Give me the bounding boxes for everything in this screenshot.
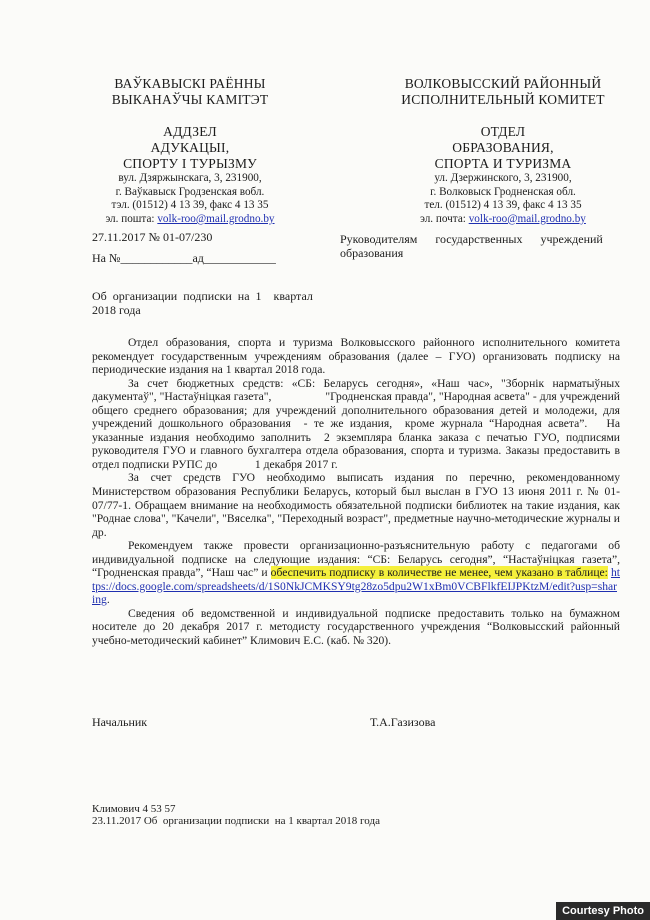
doc-ref: 27.11.2017 № 01-07/230: [92, 230, 213, 244]
left-org-line2: ВЫКАНАЎЧЫ КАМІТЭТ: [111, 92, 269, 107]
left-dept-line2: АДУКАЦЫІ,: [150, 140, 230, 155]
signature-name: Т.А.Газизова: [370, 715, 436, 729]
right-phone: тел. (01512) 4 13 39, факс 4 13 35: [424, 199, 582, 212]
reply-to: На №____________ад____________: [92, 251, 276, 265]
footer: [92, 803, 380, 827]
right-org-line1: ВОЛКОВЫССКИЙ РАЙОННЫЙ: [404, 76, 602, 91]
left-email-link[interactable]: volk-roo@mail.grodno.by: [157, 212, 275, 225]
left-email-label: эл. пошта:: [105, 212, 155, 225]
photo-credit: Courtesy Photo: [556, 902, 650, 920]
addressee-line1: Руководителям государственных учреждений: [340, 232, 603, 246]
right-email-label: эл. почта:: [420, 212, 466, 225]
paragraph-4-end: .: [106, 593, 110, 607]
left-addr2: г. Ваўкавыск Гродзенская вобл.: [115, 185, 265, 198]
right-addr2: г. Волковыск Гродненская обл.: [430, 185, 576, 198]
left-dept-line1: АДДЗЕЛ: [163, 124, 217, 139]
left-email-row: [90, 213, 290, 227]
subject-line2: 2018 года: [92, 303, 141, 317]
left-dept-line3: СПОРТУ І ТУРЫЗМУ: [123, 156, 257, 171]
subject-line1: Об организации подписки на 1 квартал: [92, 289, 313, 303]
highlighted-text: обеспечить подписку в количестве не менее, чем указано в таблице:: [270, 566, 608, 580]
paragraph-5: Сведения об ведомственной и индивидуальной подписке предоставить только на бумажном носителе до 20 декабря 2017 г. методисту государственного учреждения “Волковысский районный учебно-методический кабинет” Климович Е.С. (каб. № 320).: [92, 606, 620, 648]
right-dept-line3: СПОРТА И ТУРИЗМА: [434, 156, 572, 171]
left-phone: тэл. (01512) 4 13 39, факс 4 13 35: [111, 199, 269, 212]
right-email-link[interactable]: volk-roo@mail.grodno.by: [468, 212, 586, 225]
right-dept-line2: ОБРАЗОВАНИЯ,: [452, 140, 554, 155]
right-header: [393, 76, 613, 226]
footer-line2: 23.11.2017 Об организации подписки на 1 квартал 2018 года: [92, 815, 380, 827]
left-org-line1: ВАЎКАВЫСКІ РАЁННЫ: [114, 76, 266, 91]
right-org-line2: ИСПОЛНИТЕЛЬНЫЙ КОМИТЕТ: [401, 92, 605, 107]
addressee-line2: образования: [340, 246, 404, 260]
left-addr1: вул. Дзяржынскага, 3, 231900,: [118, 172, 262, 184]
paragraph-3: За счет средств ГУО необходимо выписать издания по перечню, рекомендованному Министерством образования Республики Беларусь, который был выслан в ГУО 13 июня 2011 г. № 01-07/77-1. Обращаем внимание на необходимость обязательной подписки библиотек на такие издания, как "Роднае слова", "Качели", "Вяселка", "Переходный возраст", предметные научно-методические журналы и др.: [92, 471, 620, 539]
left-header: [90, 76, 290, 226]
right-dept-line1: ОТДЕЛ: [480, 124, 526, 139]
letter-body: [92, 336, 626, 648]
spreadsheet-link[interactable]: https://docs.google.com/spreadsheets/d/1S0NkJCMKSY9tg28zo5dpu2W1xBm0VCBFlkfEIJPKtzM/edit?usp=sharing: [92, 566, 620, 607]
signature-title: Начальник: [92, 715, 148, 729]
paragraph-2: За счет бюджетных средств: «СБ: Беларусь сегодня», «Наш час», "Зборнік нарматыўных дакументаў", "Настаўніцкая газета", "Гродненская правда", "Народная асвета" - для учреждений общего среднего образования; для учреждений дополнительного образования детей и молодежи, для учреждений дошкольного образования - те же издания, кроме журнала “Народная асвета”. На указанные издания необходимо заполнить 2 экземпляра бланка заказа с печатью ГУО, подписями руководителя ГУО и главного бухгалтера отдела образования, спорта и туризма. Заказы предоставить в отдел подписки РУПС до 1 декабря 2017 г.: [92, 376, 626, 471]
right-email-row: [393, 213, 613, 227]
paragraph-1: Отдел образования, спорта и туризма Волковысского районного исполнительного комитета рекомендует государственным учреждениям образования (далее – ГУО) организовать подписку на периодические издания на 1 квартал 2018 года.: [92, 336, 620, 377]
right-addr1: ул. Дзержинского, 3, 231900,: [434, 172, 572, 184]
footer-line1: Климович 4 53 57: [92, 803, 176, 815]
paragraph-4-text: Рекомендуем также провести организационно-разъяснительную работу с педагогами об индивидуальной подписке на следующие издания: “СБ: Беларусь сегодня”, “Настаўніцкая газета”, “Гродненская правда”, “Наш час” и: [92, 539, 620, 580]
paragraph-4: [92, 539, 620, 607]
